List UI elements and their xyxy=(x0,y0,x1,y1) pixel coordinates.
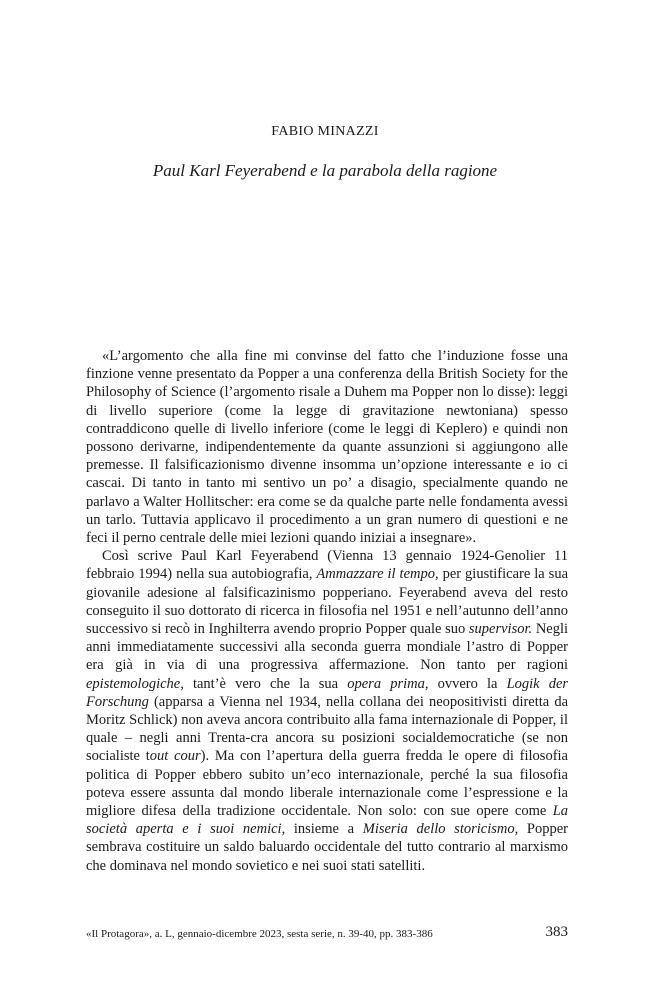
italic-term: out cour xyxy=(149,748,201,765)
text-run: , ovvero la xyxy=(424,675,498,692)
page-number: 383 xyxy=(545,924,568,940)
article-title: Paul Karl Feyerabend e la parabola della ragione xyxy=(152,161,498,180)
article-author: FABIO MINAZZI xyxy=(271,124,379,139)
text-run: Così scrive Paul Karl Feyerabend (Vienna 13 gennaio 1924-Genolier 11 febbraio 1994) nella sua autobiografia, xyxy=(86,548,568,583)
article-body xyxy=(86,347,568,875)
text-run: , tant’è vero che la sua xyxy=(180,675,339,692)
text-run: , insieme a xyxy=(281,821,355,838)
italic-book-title: La società aperta e i suoi nemici xyxy=(86,803,569,838)
italic-term: opera prima xyxy=(347,675,425,692)
paragraph-quote: «L’argomento che alla fine mi convinse del fatto che l’induzione fosse una finzione venne presentato da Popper a una conferenza della British Society for the Philosophy of Science (l’argomento risale a Duhem ma Popper non lo disse): leggi di livello superiore (come la legge di gravitazione newtoniana) spesso contraddicono quelle di livello inferiore (come le leggi di Keplero) e quindi non possono derivarne, indipendentemente da quante assunzioni si aggiungono alle premesse. Il falsificazionismo divenne insomma un’opzione interessante e io ci cascai. Di tanto in tanto mi sentivo un po’ a disagio, specialmente quando ne parlavo a Walter Hollitscher: era come se da qualche parte nelle fondamenta avessi un tarlo. Tuttavia applicavo il procedimento a un gran numero di questioni e ne feci il perno centrale delle miei lezioni quando iniziai a insegnare». xyxy=(86,348,568,547)
paragraph-main xyxy=(86,547,568,875)
italic-book-title: Ammazzare il tempo, xyxy=(316,566,439,583)
italic-term: epistemologiche xyxy=(86,675,181,692)
italic-book-title: Logik der Forschung xyxy=(86,675,569,710)
text-run: (apparsa a Vienna nel 1934, nella collana dei neopositivisti diretta da Moritz Schlick) non aveva ancora contribuito alla fama internazionale di Popper, il quale – negli anni Trenta-cra ancora su posizioni socialdemocratiche (se non socialiste t xyxy=(86,693,569,765)
text-run: Popper sembrava costituire un saldo baluardo occidentale del tutto contrario al marxismo che dominava nel mondo sovietico e nei suoi stati satelliti. xyxy=(86,821,568,874)
text-run: per giustificare la sua giovanile adesione al falsificazinismo popperiano. Feyerabend aveva del resto conseguito il suo dottorato di ricerca in filosofia nel 1951 e nell’autunno dell’anno successivo si recò in Inghilterra avendo proprio Popper quale suo xyxy=(86,566,569,638)
italic-term: supervisor. xyxy=(468,621,533,638)
italic-book-title: Miseria dello storicismo, xyxy=(362,821,519,838)
text-run: ). Ma con l’apertura della guerra fredda le opere di filosofia politica di Popper ebbero subito un’eco internazionale, perché la sua filosofia poteva essere assunta dal mondo liberale internazionale come l’espressione e la migliore difesa della tradizione occidentale. Non solo: con sue opere come xyxy=(86,748,568,820)
journal-citation: «Il Protagora», a. L, gennaio-dicembre 2023, sesta serie, n. 39-40, pp. 383-386 xyxy=(86,928,433,940)
text-run: Negli anni immediatamente successivi alla seconda guerra mondiale l’astro di Popper era già in via di una progressiva affermazione. Non tanto per ragioni xyxy=(86,621,569,674)
